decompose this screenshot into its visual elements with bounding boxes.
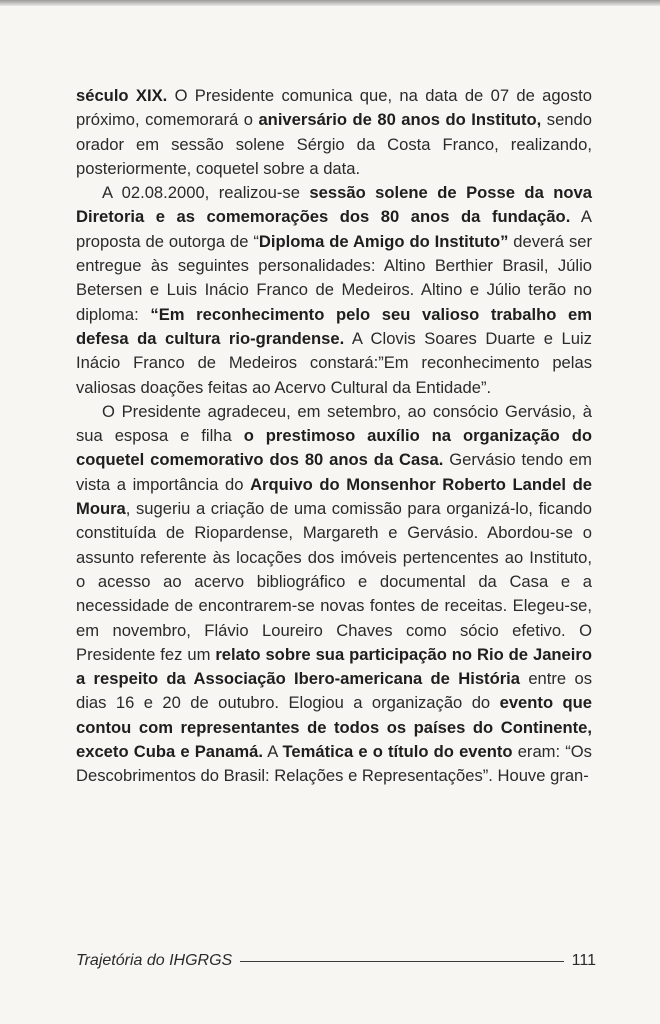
page-number: 111 [571,952,596,969]
paragraph [76,181,592,400]
bold-text-run: aniversário de 80 anos do Instituto, [258,110,542,130]
bold-text-run: evento que contou com representantes de todos os países do Continente, exceto Cuba e Panamá. [76,693,592,762]
footer-rule [240,961,563,962]
bold-text-run: sessão solene de Posse da nova Diretoria e as comemorações dos 80 anos da fundação. [76,183,593,227]
text-run: A [262,742,283,762]
text-run: entre os dias 16 e 20 de outubro. Elogiou a organização do [76,669,592,713]
paragraph [76,84,592,181]
bold-text-run: relato sobre sua participação no Rio de Janeiro a respeito da Associação Ibero-americana de História [76,644,592,689]
text-run: eram: “Os Descobrimentos do Brasil: Relações e Representações”. Houve gran- [76,742,592,786]
bold-text-run: o prestimoso auxílio na organização do coquetel comemorativo dos 80 anos da Casa. [76,426,593,470]
text-run: O Presidente comunica que, na data de 07 de agosto próximo, comemorará o [76,86,592,130]
bold-text-run: século XIX. [76,86,168,105]
text-run: , sugeriu a criação de uma comissão para organizá-lo, ficando constituída de Riopardense, Margareth e Gervásio. Abordou-se o assunto referente às locações dos imóveis pertencentes ao Instituto, o acesso ao acervo bibliográfico e documental da Casa e a necessidade de encontrarem-se novas fontes de receitas. Elegeu-se, em novembro, Flávio Loureiro Chaves como sócio efetivo. O Presidente fez um [76,499,592,664]
text-run: A 02.08.2000, realizou-se [102,183,310,203]
text-run: O Presidente agradeceu, em setembro, ao consócio Gervásio, à sua esposa e filha [76,401,592,446]
text-run: A Clovis Soares Duarte e Luiz Inácio Franco de Medeiros constará:”Em reconhecimento pelas valiosas doações feitas ao Acervo Cultural da Entidade”. [76,328,592,397]
text-run: deverá ser entregue às seguintes personalidades: Altino Berthier Brasil, Júlio Betersen e Luis Inácio Franco de Medeiros. Altino e Júlio terão no diploma: [76,231,592,324]
text-run: Gervásio tendo em vista a importância do [76,450,592,494]
page-body-text [76,84,592,789]
text-run: A proposta de outorga de “ [76,207,592,251]
bold-text-run: “Em reconhecimento pelo seu valioso trabalho em defesa da cultura rio-grandense. [76,304,592,348]
text-run: sendo orador em sessão solene Sérgio da Costa Franco, realizando, posteriormente, coquetel sobre a data. [76,110,592,178]
bold-text-run: Arquivo do Monsenhor Roberto Landel de Moura [76,474,592,519]
page-top-edge [0,0,660,6]
bold-text-run: Diploma de Amigo do Instituto” [258,231,509,251]
page-footer [76,952,596,970]
running-title: Trajetória do IHGRGS [76,952,233,969]
bold-text-run: Temática e o título do evento [282,742,513,762]
paragraph [76,400,592,789]
